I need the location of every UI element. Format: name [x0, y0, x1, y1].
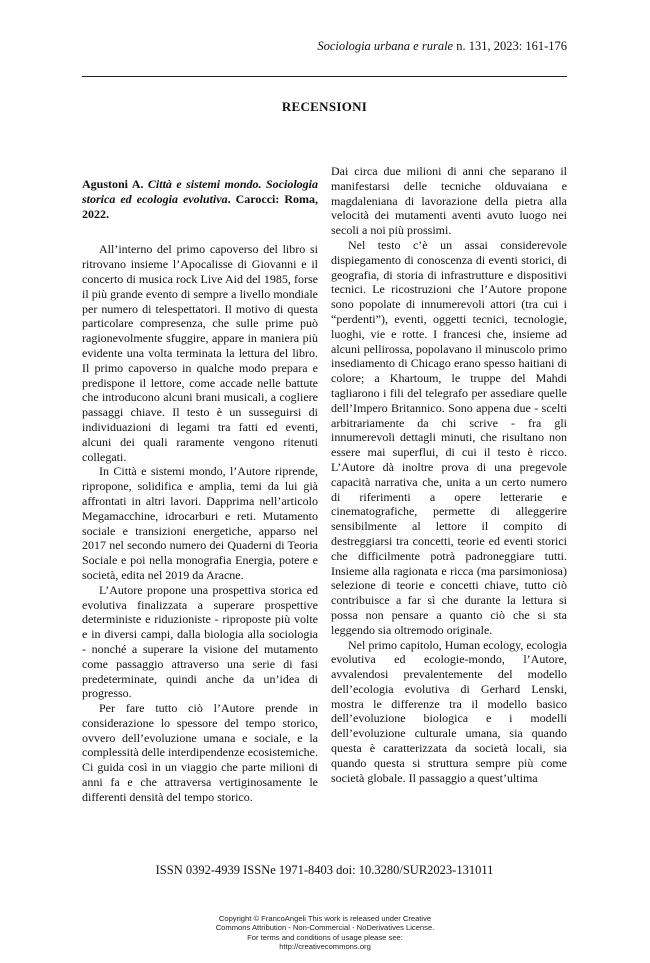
paragraph: Per fare tutto ciò l’Autore prende in considerazione lo spessore del tempo storico, ovvero dell’evoluzione umana e sociale, e la complessità delle interdipendenze ecosistemiche. Ci guida così in un viaggio che parte milioni di anni fa e che attraversa vertiginosamente le differenti densità del tempo storico. [82, 701, 318, 804]
book-title: Città e sistemi mondo. Sociologia storica ed ecologia evolutiva [82, 177, 318, 206]
paragraph: Nel testo c’è un assai considerevole dispiegamento di conoscenza di eventi storici, di geografia, di storia di infrastrutture e dispositivi tecnici. Le ricostruzioni che l’Autore propone sono popolate di innumerevoli attori (tra cui i “perdenti”), eventi, oggetti tecnici, tecnologie, luoghi, vie e rotte. I francesi che, insieme ad alcuni pellirossa, popolavano il minuscolo primo insediamento di Chicago erano spesso haitiani di colore; a Khartoum, le truppe del Mahdi tagliarono i fili del telegrafo per assediare quelle dell’Impero Britannico. Sono appena due - scelti arbitrariamente da chi scrive - fra gli innumerevoli dettagli minuti, che risultano non essere mai superflui, di cui il testo è ricco. L’Autore dà inoltre prova di una pregevole capacità narrativa che, unita a un certo numero di riferimenti a opere letterarie e cinematografiche, permette di alleggerire sensibilmente al lettore il compito di destreggiarsi tra concetti, teorie ed eventi storici che difficilmente potrà padroneggiare tutti. Insieme alla ragionata e ricca (ma parsimoniosa) selezione di teorie e concetti chiave, tutto ciò contribuisce a far sì che durante la lettura si possa non pensare a quanto ciò che si sta leggendo sia oltremodo originale. [331, 237, 567, 637]
book-reference [82, 177, 318, 221]
issn-doi-line: ISSN 0392-4939 ISSNe 1971-8403 doi: 10.3280/SUR2023-131011 [155, 863, 494, 877]
book-publisher: . Carocci: Roma, 2022. [82, 191, 319, 221]
journal-name: Sociologia urbana e rurale [317, 39, 454, 53]
paragraph: Nel primo capitolo, Human ecology, ecologia evolutiva ed ecologie-mondo, l’Autore, avvalendosi prevalentemente del modello dell’ecologia evolutiva di Gerhard Lenski, mostra le differenze tra il modello basico dell’evoluzione biologica e i modelli dell’evoluzione culturale umana, sia quando questa è caratterizzata da società locali, sia quando questa si struttura sempre più come società globale. Il passaggio a quest’ultima [331, 637, 567, 785]
right-column [331, 164, 567, 785]
section-title: RECENSIONI [281, 99, 368, 114]
running-header [82, 38, 567, 54]
copyright-line: For terms and conditions of usage please see: [247, 932, 403, 942]
book-author: Agustoni A. [82, 177, 144, 191]
issue-citation: n. 131, 2023: 161-176 [453, 39, 567, 53]
copyright-line: Copyright © FrancoAngeli This work is released under Creative [218, 914, 432, 923]
paragraph: All’interno del primo capoverso del libro si ritrovano insieme l’Apocalisse di Giovanni e il concerto di musica rock Live Aid del 1985, forse il più grande evento di sempre a livello mondiale per numero di telespettatori. Il motivo di questa particolare compresenza, che sulle prime può ragionevolmente sfuggire, appare in maniera più evidente una volta terminata la lettura del libro. Il primo capoverso in qualche modo prepara e predispone il lettore, come accade nelle battute che introducono alcuni brani musicali, a cogliere passaggi chiave. Il testo è un susseguirsi di individuazioni di legami tra fatti ed eventi, alcuni dei quali raramente vengono ritenuti collegati. [82, 242, 318, 464]
header-divider [82, 76, 567, 77]
paragraph: In Città e sistemi mondo, l’Autore riprende, ripropone, solidifica e amplia, temi da lui già affrontati in altri lavori. Dapprima nell’articolo Megamacchine, idrocarburi e reti. Mutamento sociale e transizioni energetiche, apparso nel 2017 nel secondo numero dei Quaderni di Teoria Sociale e poi nella monografia Energia, potere e società, edita nel 2019 da Aracne. [82, 464, 318, 582]
copyright-link[interactable]: http://creativecommons.org [279, 942, 371, 952]
paragraph-continued: Dai circa due milioni di anni che separano il manifestarsi delle tecniche olduvaiana e magdaleniana di lavorazione della pietra alla velocità dei mutamenti aventi avuto luogo nei secoli a noi più prossimi. [331, 164, 567, 238]
copyright-notice [150, 914, 500, 952]
left-column [82, 177, 318, 805]
copyright-line: Commons Attribution - Non-Commercial - NoDerivatives License. [215, 923, 435, 933]
paragraph: L’Autore propone una prospettiva storica ed evolutiva finalizzata a superare prospettive deterministe e riduzioniste - riproposte più volte e in diversi campi, dalla biologia alla sociologia - nonché a superare la visione del mutamento come passaggio attraverso una serie di fasi predeterminate, quindi anche da un’idea di progresso. [82, 582, 318, 701]
